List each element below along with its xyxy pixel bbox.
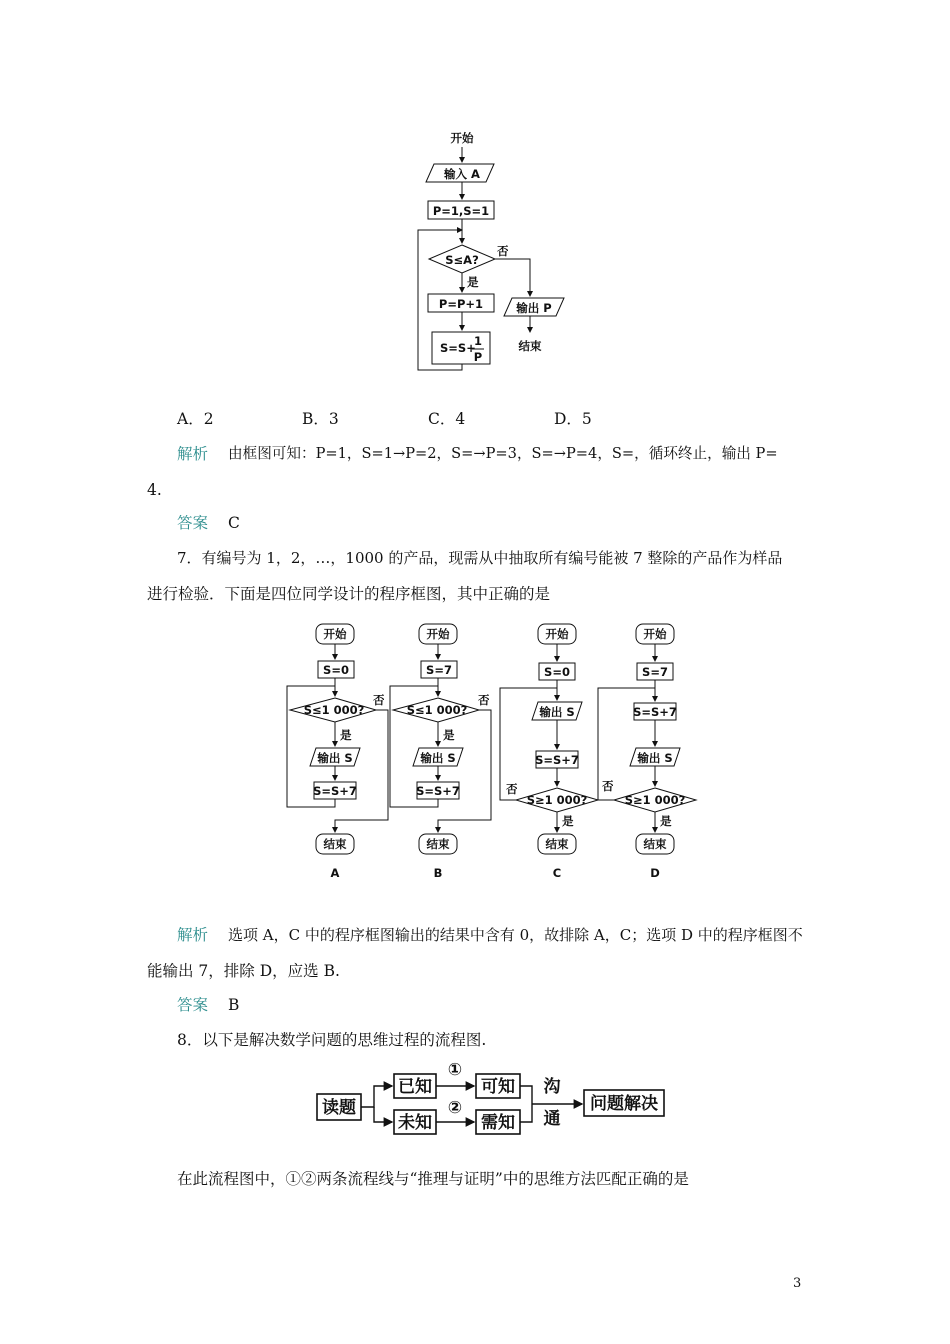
- start-label: 开始: [643, 627, 667, 641]
- flowchart-d: [598, 624, 696, 880]
- start-label: 开始: [426, 627, 450, 641]
- output-label: 输出 S: [420, 751, 456, 765]
- thinking-process-diagram: [312, 1058, 672, 1138]
- analysis-text-cont: 能输出 7，排除 D，应选 B.: [147, 962, 340, 980]
- end-label: 结束: [545, 837, 569, 851]
- chart-label: B: [433, 866, 443, 880]
- mark-2: ②: [447, 1098, 463, 1118]
- flowchart-c: [500, 624, 598, 880]
- analysis-text: 由框图可知：P=1，S=1→P=2，S=→P=3，S=→P=4，S=，循环终止，输出 P=: [228, 445, 778, 462]
- analysis-label: 解析: [177, 926, 209, 944]
- condition-label: S≥1 000?: [624, 793, 686, 807]
- end-label: 结束: [643, 837, 667, 851]
- end-label: 结束: [518, 339, 542, 353]
- condition-label: S≤1 000?: [303, 703, 365, 717]
- yes-label: 是: [660, 814, 672, 828]
- derivable-box: 可知: [481, 1077, 515, 1097]
- condition-label: S≤A?: [445, 253, 479, 267]
- yes-label: 是: [467, 275, 479, 289]
- init-label: S=0: [544, 665, 570, 679]
- step2-lhs: S=S+: [440, 341, 476, 355]
- chart-label: C: [552, 866, 562, 880]
- fraction-numerator: 1: [473, 334, 483, 348]
- step-label: S=S+7: [313, 784, 357, 798]
- start-label: 开始: [545, 627, 569, 641]
- question-7-stem: 7．有编号为 1，2，…，1000 的产品，现需从中抽取所有编号能被 7 整除的产品作为样品: [177, 549, 783, 567]
- output-label: 输出 S: [637, 751, 673, 765]
- no-label: 否: [497, 244, 509, 258]
- flowchart-q6: [400, 126, 580, 376]
- input-label: 输入 A: [444, 167, 480, 181]
- init-label: S=0: [323, 663, 349, 677]
- option-a: A．2: [177, 410, 214, 428]
- unknown-box: 未知: [398, 1113, 432, 1133]
- fraction-denominator: P: [473, 350, 483, 364]
- link-label-1: 沟: [543, 1077, 561, 1097]
- output-label: 输出 S: [317, 751, 353, 765]
- output-label: 输出 P: [516, 301, 552, 315]
- link-label-2: 通: [543, 1109, 561, 1129]
- option-c: C．4: [428, 410, 466, 428]
- end-label: 结束: [426, 837, 450, 851]
- read-box: 读题: [322, 1098, 356, 1118]
- question-8-stem: 8．以下是解决数学问题的思维过程的流程图.: [177, 1031, 487, 1049]
- answer-label: 答案: [177, 514, 209, 532]
- question-7-stem-cont: 进行检验．下面是四位同学设计的程序框图，其中正确的是: [147, 585, 551, 603]
- yes-label: 是: [340, 728, 352, 742]
- init-label: S=7: [642, 665, 668, 679]
- answer-value: C: [228, 514, 240, 532]
- flowchart-b: [390, 624, 491, 880]
- flowchart-a: [287, 624, 388, 880]
- condition-label: S≥1 000?: [526, 793, 588, 807]
- end-label: 结束: [323, 837, 347, 851]
- condition-label: S≤1 000?: [406, 703, 468, 717]
- analysis-label: 解析: [177, 445, 209, 463]
- init-label: S=7: [426, 663, 452, 677]
- step-label: S=S+7: [535, 753, 579, 767]
- analysis-text: 选项 A，C 中的程序框图输出的结果中含有 0，故排除 A，C；选项 D 中的程序框图不: [228, 926, 803, 944]
- start-label: 开始: [450, 131, 474, 145]
- yes-label: 是: [562, 814, 574, 828]
- analysis-text-cont: 4.: [147, 481, 162, 499]
- answer-label: 答案: [177, 996, 209, 1014]
- init-label: P=1,S=1: [432, 204, 490, 218]
- option-d: D．5: [554, 410, 592, 428]
- no-label: 否: [506, 782, 518, 796]
- question-8-followup: 在此流程图中，①②两条流程线与“推理与证明”中的思维方法匹配正确的是: [177, 1170, 689, 1188]
- answer-value: B: [228, 996, 240, 1014]
- chart-label: A: [330, 866, 340, 880]
- step-label: S=S+7: [416, 784, 460, 798]
- step1-label: P=P+1: [438, 297, 484, 311]
- no-label: 否: [478, 693, 490, 707]
- known-box: 已知: [398, 1077, 432, 1097]
- chart-label: D: [650, 866, 660, 880]
- no-label: 否: [602, 779, 614, 793]
- step-label: S=S+7: [633, 705, 677, 719]
- flowcharts-q7: [280, 620, 710, 885]
- option-b: B．3: [302, 410, 339, 428]
- solved-box: 问题解决: [590, 1094, 658, 1114]
- start-label: 开始: [323, 627, 347, 641]
- page-number: 3: [793, 1276, 802, 1291]
- mark-1: ①: [447, 1060, 463, 1080]
- output-label: 输出 S: [539, 705, 575, 719]
- no-label: 否: [373, 693, 385, 707]
- yes-label: 是: [443, 728, 455, 742]
- needed-box: 需知: [481, 1113, 515, 1133]
